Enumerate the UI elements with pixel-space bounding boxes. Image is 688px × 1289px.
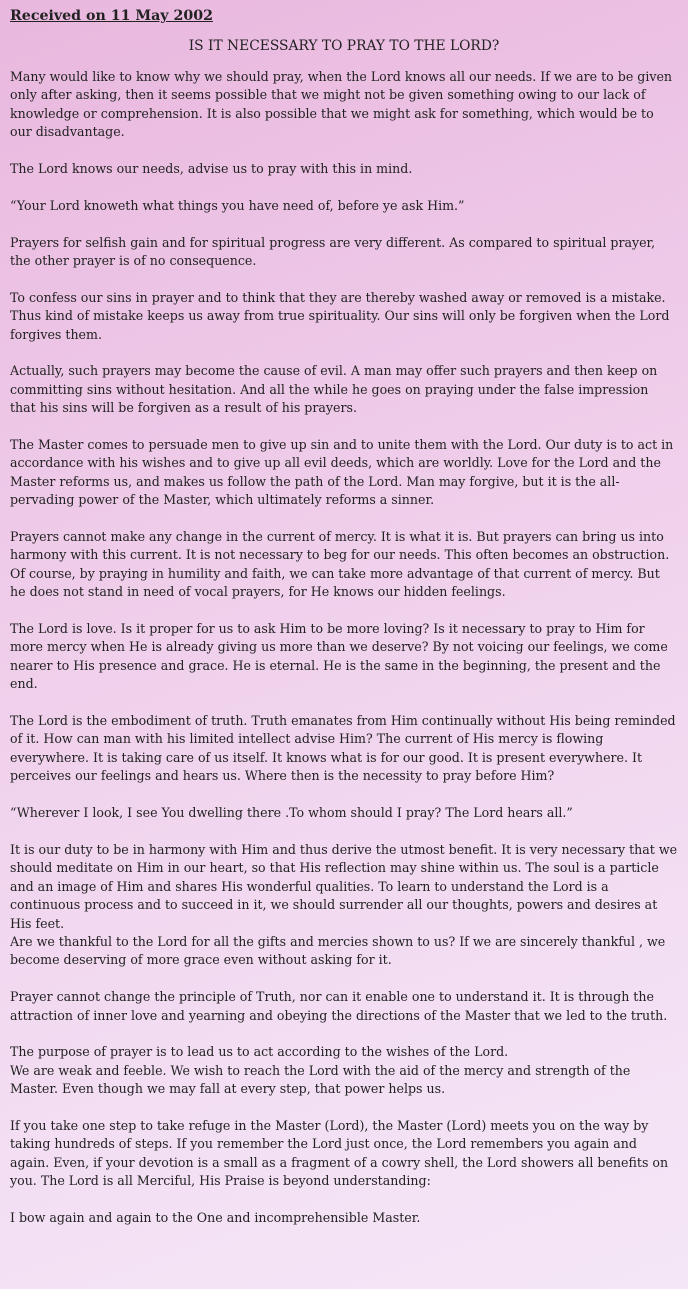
paragraph: To confess our sins in prayer and to think that they are thereby washed away or removed is a mistake. Thus kind of mistake keeps us away from true spirituality. Our sins will only be forgiven when the Lord forgives them.: [10, 289, 670, 342]
paragraph: The Master comes to persuade men to give up sin and to unite them with the Lord. Our duty is to act in accordance with his wishes and to give up all evil deeds, which are worldly. Love for the Lord and the Master reforms us, and makes us follow the path of the Lord. Man may forgive, but it is the all-pervading power of the Master, which ultimately reforms a sinner.: [10, 437, 674, 508]
paragraph: Are we thankful to the Lord for all the gifts and mercies shown to us? If we are sincerely thankful , we become deserving of more grace even without asking for it.: [10, 933, 666, 968]
received-date: Received on 11 May 2002: [10, 8, 213, 24]
paragraph: Prayers for selfish gain and for spiritual progress are very different. As compared to spiritual prayer, the other prayer is of no consequence.: [10, 234, 656, 269]
paragraph: The purpose of prayer is to lead us to act according to the wishes of the Lord.: [10, 1044, 509, 1060]
paragraph: Prayers cannot make any change in the current of mercy. It is what it is. But prayers can bring us into harmony with this current. It is not necessary to beg for our needs. This often becomes an obstruction. Of course, by praying in humility and faith, we can take more advantage of that current of mercy. But he does not stand in need of vocal prayers, for He knows our hidden feelings.: [10, 529, 670, 600]
paragraph: Actually, such prayers may become the cause of evil. A man may offer such prayers and then keep on committing sins without hesitation. And all the while he goes on praying under the false impression that his sins will be forgiven as a result of his prayers.: [10, 363, 658, 416]
page-title: IS IT NECESSARY TO PRAY TO THE LORD?: [188, 38, 500, 54]
closing-paragraph: I bow again and again to the One and incomprehensible Master.: [10, 1209, 421, 1225]
quote-paragraph: “Wherever I look, I see You dwelling there .To whom should I pray? The Lord hears all.”: [10, 805, 573, 821]
paragraph: Many would like to know why we should pray, when the Lord knows all our needs. If we are to be given only after asking, then it seems possible that we might not be given something owing to our lack of knowledge or comprehension. It is also possible that we might ask for something, which would be to our disadvantage.: [10, 69, 673, 140]
article-body: [10, 68, 678, 1227]
paragraph: The Lord is love. Is it proper for us to ask Him to be more loving? Is it necessary to pray to Him for more mercy when He is already giving us more than we deserve? By not voicing our feelings, we come nearer to His presence and grace. He is eternal. He is the same in the beginning, the present and the end.: [10, 621, 668, 692]
paragraph: We are weak and feeble. We wish to reach the Lord with the aid of the mercy and strength of the Master. Even though we may fall at every step, that power helps us.: [10, 1062, 631, 1097]
quote-paragraph: “Your Lord knoweth what things you have need of, before ye ask Him.”: [10, 197, 465, 213]
paragraph: If you take one step to take refuge in the Master (Lord), the Master (Lord) meets you on the way by taking hundreds of steps. If you remember the Lord just once, the Lord remembers you again and again. Even, if your devotion is a small as a fragment of a cowry shell, the Lord showers all benefits on you. The Lord is all Merciful, His Praise is beyond understanding:: [10, 1117, 669, 1189]
paragraph: It is our duty to be in harmony with Him and thus derive the utmost benefit. It is very necessary that we should meditate on Him in our heart, so that His reflection may shine within us. The soul is a particle and an image of Him and shares His wonderful qualities. To learn to understand the Lord is a continuous process and to succeed in it, we should surrender all our thoughts, powers and desires at His feet.: [10, 841, 678, 931]
paragraph: Prayer cannot change the principle of Truth, nor can it enable one to understand it. It is through the attraction of inner love and yearning and obeying the directions of the Master that we led to the truth.: [10, 989, 668, 1023]
paragraph: The Lord knows our needs, advise us to pray with this in mind.: [10, 161, 413, 177]
paragraph: The Lord is the embodiment of truth. Truth emanates from Him continually without His being reminded of it. How can man with his limited intellect advise Him? The current of His mercy is flowing everywhere. It is taking care of us itself. It knows what is for our good. It is present everywhere. It perceives our feelings and hears us. Where then is the necessity to pray before Him?: [10, 713, 676, 784]
